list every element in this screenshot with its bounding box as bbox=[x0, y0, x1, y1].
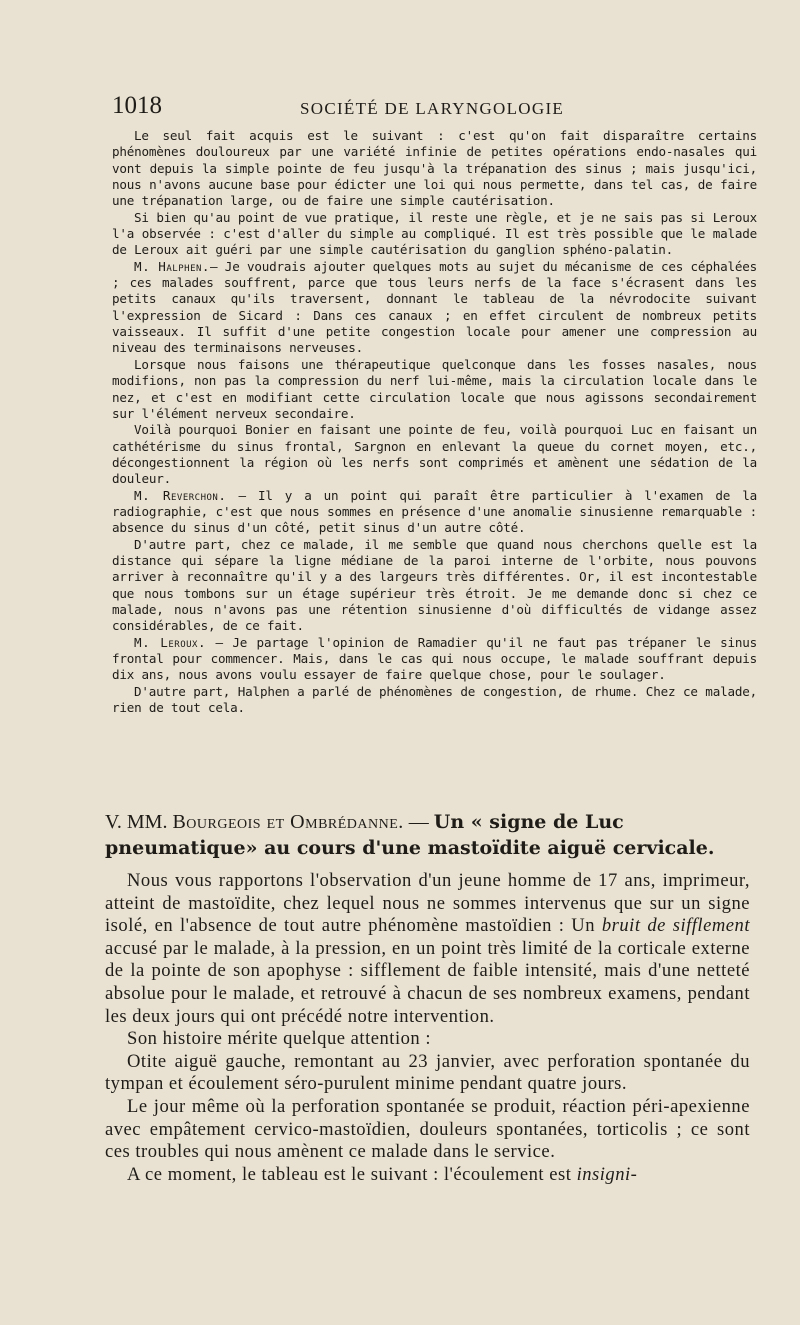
paragraph-text: Le seul fait acquis est le suivant : c'est qu'on fait disparaître certains phénomènes douloureux par une variété infinie de petites opérations endo-nasales qui vont depuis la simple pointe de feu jusqu'à la trépanation des sinus ; mais jusqu'ici, nous n'avons aucune base pour édicter une loi qui nous permette, dans tel cas, de faire une trépanation large, ou de faire une simple cautérisation. bbox=[112, 128, 757, 209]
paragraph bbox=[112, 684, 757, 717]
page-header bbox=[112, 92, 752, 124]
paragraph-text: A ce moment, le tableau est le suivant : l'écoulement est bbox=[127, 1163, 577, 1185]
paragraph-text: Son histoire mérite quelque attention : bbox=[127, 1028, 432, 1050]
paragraph bbox=[112, 259, 757, 357]
paragraph-text: D'autre part, chez ce malade, il me semble que quand nous cherchons quelle est la distance qui sépare la ligne médiane de la paroi interne de l'orbite, nous pouvons arriver à reconnaître qu'il y a des largeurs très différentes. Or, il est incontestable que nous tombons sur un étage supérieur très étroit. Je me demande donc si chez ce malade, nous n'avons pas une rétention sinusienne d'où difficultés de vidange assez considérables, de ce fait. bbox=[112, 536, 757, 634]
authors-prefix: MM. bbox=[126, 811, 168, 833]
paragraph-text: Otite aiguë gauche, remontant au 23 janvier, avec perforation spontanée du tympan et écoulement séro-purulent minime pendant quatre jours. bbox=[105, 1050, 750, 1095]
paragraph bbox=[105, 1164, 750, 1187]
speaker-name: M. Halphen. bbox=[134, 258, 210, 274]
section-heading bbox=[105, 809, 755, 861]
section-authors: Bourgeois et Ombrédanne. bbox=[172, 811, 404, 833]
section-numeral: V. bbox=[105, 811, 122, 833]
paragraph bbox=[112, 537, 757, 635]
paragraph-text: — Je partage l'opinion de Ramadier qu'il ne faut pas trépaner le sinus frontal pour commencer. Mais, dans le cas qui nous occupe, le malade souffrant depuis dix ans, nous avons voulu essayer de faire quelque chose, pour le soulager. bbox=[112, 634, 758, 683]
running-head: SOCIÉTÉ DE LARYNGOLOGIE bbox=[300, 99, 565, 118]
heading-dash: — bbox=[408, 811, 429, 833]
article-body bbox=[105, 870, 750, 1186]
paragraph-text: — Il y a un point qui paraît être particulier à l'examen de la radiographie, c'est que nous sommes en présence d'une anomalie sinusienne remarquable : absence du sinus d'un côté, petit sinus d'un autre côté. bbox=[112, 487, 757, 536]
paragraph-text: Si bien qu'au point de vue pratique, il reste une règle, et je ne sais pas si Leroux l'a observée : c'est d'aller du simple au compliqué. Il est très possible que le malade de Leroux ait guéri par une simple cautérisation du ganglion sphéno-palatin. bbox=[112, 209, 757, 258]
page-number: 1018 bbox=[112, 92, 162, 119]
emphasis: bruit de sifflement bbox=[601, 915, 750, 937]
paragraph bbox=[112, 357, 757, 422]
paragraph-text: Le jour même où la perforation spontanée se produit, réaction péri-apexienne avec empâtement cervico-mastoïdien, douleurs spontanées, torticolis ; ce sont ces troubles qui nous amènent ce malade dans le service. bbox=[105, 1095, 750, 1163]
emphasis: insigni- bbox=[576, 1163, 638, 1185]
section-title: Un « signe de Luc pneumatique» au cours d'une mastoïdite aiguë cervicale. bbox=[105, 811, 715, 859]
paragraph bbox=[112, 488, 757, 537]
paragraph-text: Lorsque nous faisons une thérapeutique quelconque dans les fosses nasales, nous modifions, non pas la compression du nerf lui-même, mais la circulation locale dans le nez, et c'est en modifiant cette circulation locale que nous agissons secondairement sur l'élément nerveux secondaire. bbox=[112, 356, 757, 421]
speaker-name: M. Leroux. bbox=[134, 634, 207, 650]
paragraph-text: accusé par le malade, à la pression, en un point très limité de la corticale externe de la pointe de son apophyse : sifflement de faible intensité, mais d'une netteté absolue pour le malade, et retrouvé à chacun de ses nombreux examens, pendant les deux jours qui ont précédé notre intervention. bbox=[105, 937, 750, 1027]
paragraph-text: Nous vous rapportons l'observation d'un jeune homme de 17 ans, imprimeur, atteint de mastoïdite, chez lequel nous ne sommes intervenus que sur un signe isolé, en l'absence de tout autre phénomène mastoïdien : Un bbox=[105, 870, 750, 937]
paragraph bbox=[105, 1051, 750, 1096]
paragraph bbox=[112, 422, 757, 487]
discussion-section bbox=[112, 128, 757, 716]
paragraph bbox=[105, 1096, 750, 1164]
paragraph bbox=[112, 128, 757, 210]
paragraph-text: — Je voudrais ajouter quelques mots au sujet du mécanisme de ces céphalées ; ces malades souffrent, parce que tous leurs nerfs de la face s'écrasent dans les petits canaux qu'ils traversent, donnant le tableau de la névrodocite suivant l'expression de Sicard : Dans ces canaux ; en effet circulent de nombreux petits vaisseaux. Il suffit d'une petite congestion locale pour amener une compression au niveau des terminaisons nerveuses. bbox=[112, 258, 757, 356]
paragraph-text: Voilà pourquoi Bonier en faisant une pointe de feu, voilà pourquoi Luc en faisant un cathétérisme du sinus frontal, Sargnon en enlevant la queue du cornet moyen, etc., décongestionnent la région où les nerfs sont comprimés et amènent une sédation de la douleur. bbox=[112, 422, 757, 487]
paragraph bbox=[112, 635, 757, 684]
paragraph bbox=[105, 1028, 750, 1051]
speaker-name: M. Reverchon. bbox=[134, 487, 227, 503]
paragraph bbox=[112, 210, 757, 259]
paragraph-text: D'autre part, Halphen a parlé de phénomènes de congestion, de rhume. Chez ce malade, rien de tout cela. bbox=[112, 683, 757, 716]
paragraph bbox=[105, 870, 750, 1028]
